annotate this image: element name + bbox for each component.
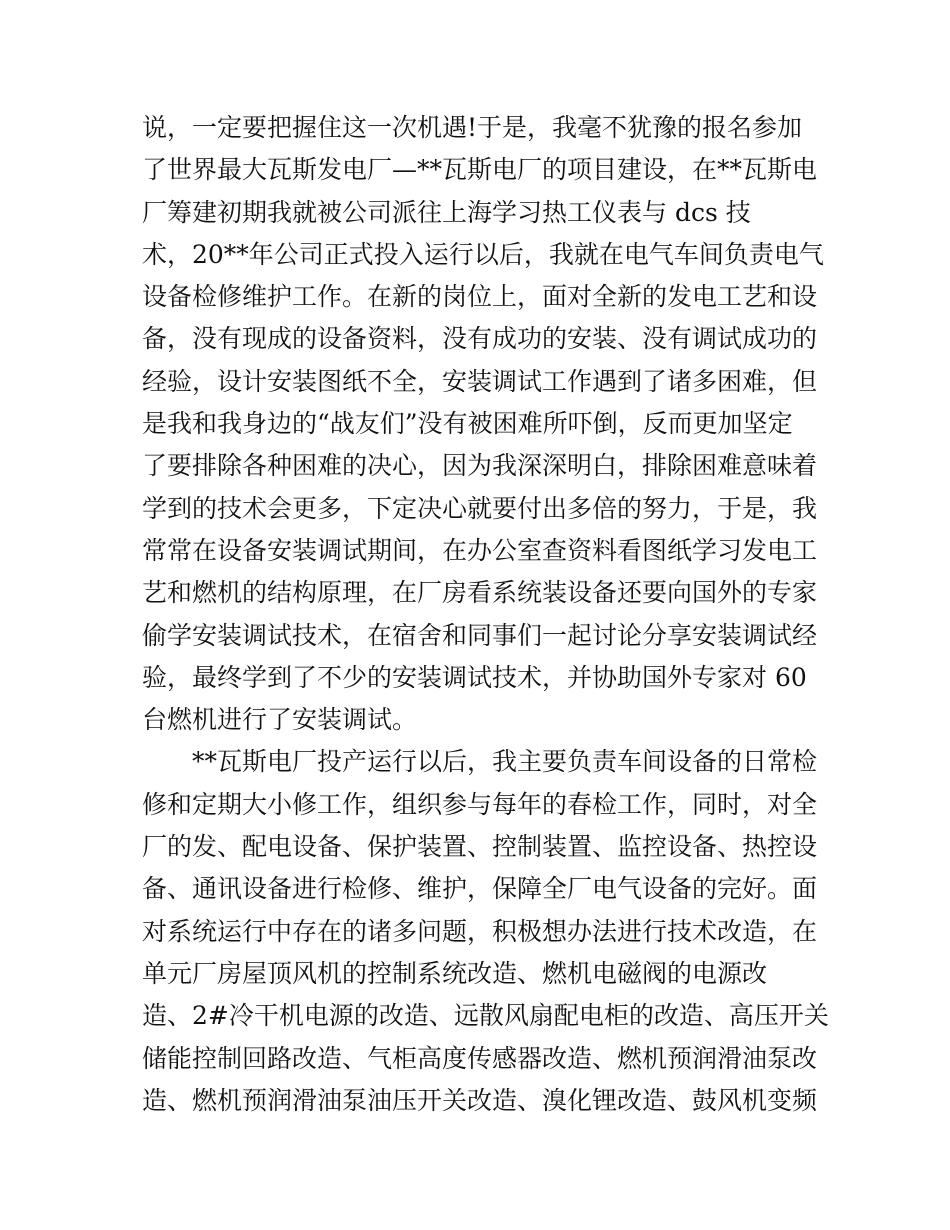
- text-line: 艺和燃机的结构原理，在厂房看系统装设备还要向国外的专家: [142, 578, 818, 608]
- text-line: 了世界最大瓦斯发电厂—**瓦斯电厂的项目建设，在**瓦斯电: [142, 155, 818, 185]
- text-line: 备，没有现成的设备资料，没有成功的安装、没有调试成功的: [142, 324, 818, 354]
- text-line: 常常在设备安装调试期间，在办公室查资料看图纸学习发电工: [142, 535, 818, 565]
- text-line: 修和定期大小修工作，组织参与每年的春检工作，同时，对全: [142, 789, 818, 819]
- text-line: 设备检修维护工作。在新的岗位上，面对全新的发电工艺和设: [142, 282, 818, 312]
- body-text: [142, 107, 829, 1122]
- text-line: 验，最终学到了不少的安装调试技术，并协助国外专家对 60: [142, 662, 807, 692]
- text-line: 储能控制回路改造、气柜高度传感器改造、燃机预润滑油泵改: [142, 1043, 818, 1073]
- text-line: 学到的技术会更多，下定决心就要付出多倍的努力，于是，我: [142, 493, 818, 523]
- text-line: 台燃机进行了安装调试。: [142, 705, 418, 735]
- text-line: 厂的发、配电设备、保护装置、控制装置、监控设备、热控设: [142, 832, 818, 862]
- text-line: 术，20**年公司正式投入运行以后，我就在电气车间负责电气: [142, 239, 824, 269]
- text-line: 备、通讯设备进行检修、维护，保障全厂电气设备的完好。面: [142, 874, 818, 904]
- text-line: 单元厂房屋顶风机的控制系统改造、燃机电磁阀的电源改: [142, 958, 768, 988]
- text-line: 造、燃机预润滑油泵油压开关改造、溴化锂改造、鼓风机变频: [142, 1085, 818, 1115]
- text-line: 厂筹建初期我就被公司派往上海学习热工仪表与 dcs 技: [142, 197, 751, 227]
- text-line: 偷学安装调试技术，在宿舍和同事们一起讨论分享安装调试经: [142, 620, 818, 650]
- text-line: 造、2#冷干机电源的改造、远散风扇配电柜的改造、高压开关: [142, 1001, 829, 1031]
- text-line: 经验，设计安装图纸不全，安装调试工作遇到了诸多困难，但: [142, 366, 818, 396]
- text-line: 了要排除各种困难的决心，因为我深深明白，排除困难意味着: [142, 451, 818, 481]
- text-line: 是我和我身边的“战友们”没有被困难所吓倒，反而更加坚定: [142, 409, 793, 439]
- text-line: 说，一定要把握住这一次机遇!于是，我毫不犹豫的报名参加: [142, 113, 803, 142]
- text-line: **瓦斯电厂投产运行以后，我主要负责车间设备的日常检: [192, 747, 818, 777]
- text-line: 对系统运行中存在的诸多问题，积极想办法进行技术改造，在: [142, 916, 818, 946]
